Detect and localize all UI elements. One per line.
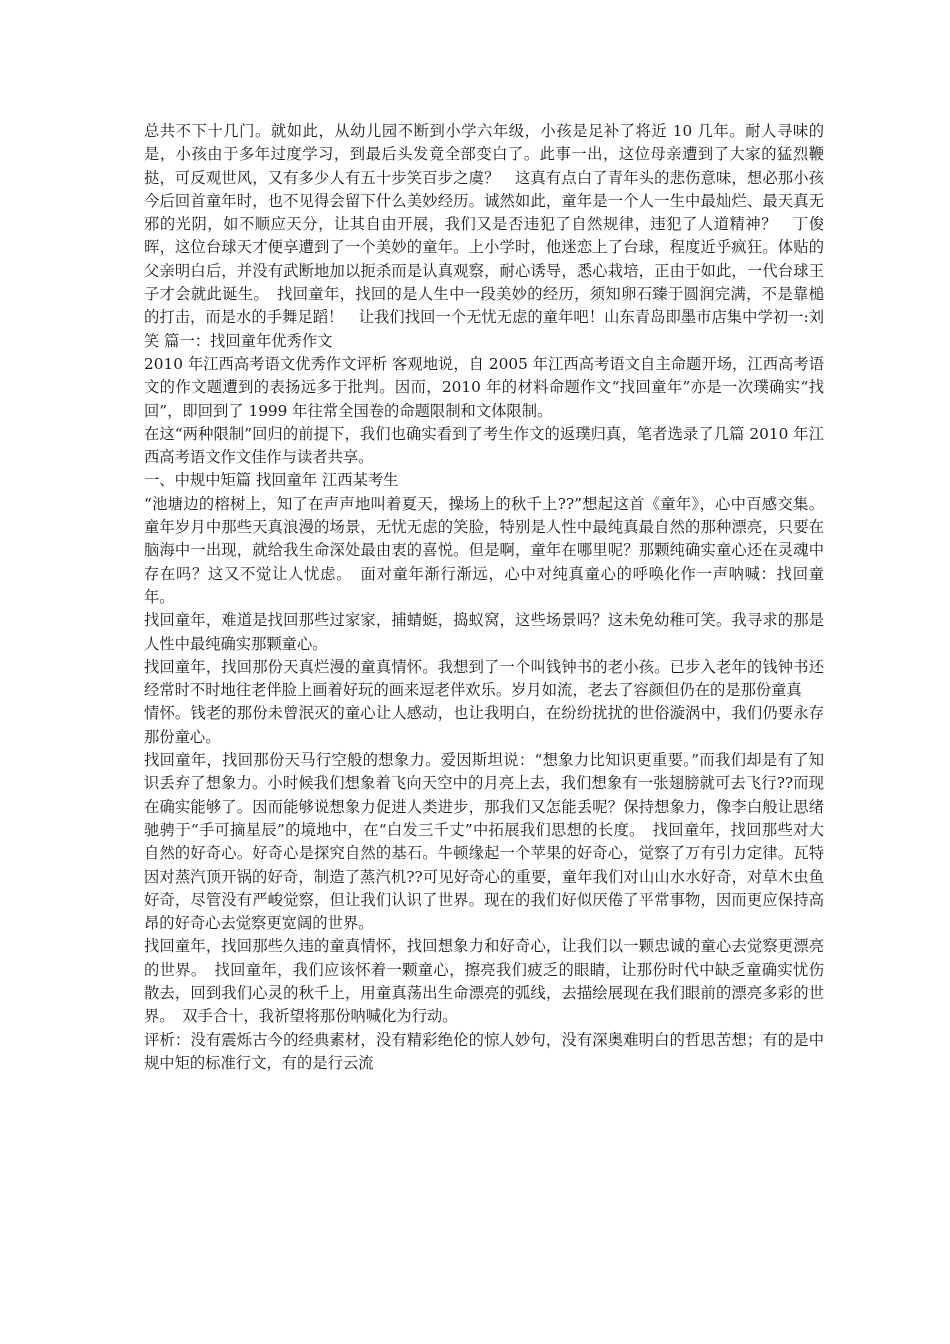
- paragraph-6: 找回童年，难道是找回那些过家家，捕蜻蜓，捣蚁窝，这些场景吗？这未免幼稚可笑。我寻求的那是人性中最纯确实那颗童心。: [144, 611, 824, 653]
- paragraph-5: “池塘边的榕树上，知了在声声地叫着夏天，操场上的秋千上??”想起这首《童年》，心中百感交集。童年岁月中那些天真浪漫的场景，无忧无虑的笑脸，特别是人性中最纯真最自然的那种漂亮，只要在脑海中一出现，就给我生命深处最由衷的喜悦。但是啊，童年在哪里呢？那颗纯确实童心还在灵魂中存在吗？这又不觉让人忧虑。 面对童年渐行渐远，心中对纯真童心的呼唤化作一声呐喊：找回童年。: [144, 494, 824, 606]
- paragraph-2: 2010 年江西高考语文优秀作文评析 客观地说，自 2005 年江西高考语文自主命题开场，江西高考语文的作文题遭到的表扬远多于批判。因而，2010 年的材料命题作文“找回童年”亦是一次璞确实“找回”，即回到了 1999 年往常全国卷的命题限制和文体限制。: [144, 354, 824, 420]
- paragraph-8: 情怀。钱老的那份未曾泯灭的童心让人感动，也让我明白，在纷纷扰扰的世俗漩涡中，我们仍要永存那份童心。: [144, 704, 824, 746]
- body-text: [144, 120, 824, 1075]
- paragraph-11: 评析：没有震烁古今的经典素材，没有精彩绝伦的惊人妙句，没有深奥难明白的哲思苦想；有的是中规中矩的标准行文，有的是行云流: [144, 1030, 824, 1072]
- paragraph-10: 找回童年，找回那些久违的童真情怀，找回想象力和好奇心，让我们以一颗忠诚的童心去觉察更漂亮的世界。 找回童年，我们应该怀着一颗童心，擦亮我们疲乏的眼睛，让那份时代中缺乏童确实忧伤散去，回到我们心灵的秋千上，用童真荡出生命漂亮的弧线，去描绘展现在我们眼前的漂亮多彩的世界。 双手合十，我祈望将那份呐喊化为行动。: [144, 937, 824, 1026]
- paragraph-9: 找回童年，找回那份天马行空般的想象力。爱因斯坦说：“想象力比知识更重要。”而我们却是有了知识丢弃了想象力。小时候我们想象着飞向天空中的月亮上去，我们想象有一张翅膀就可去飞行??而现在确实能够了。因而能够说想象力促进人类进步，那我们又怎能丢呢？保持想象力，像李白般让思绪驰骋于“手可摘星辰”的境地中，在“白发三千丈”中拓展我们思想的长度。 找回童年，找回那些对大自然的好奇心。好奇心是探究自然的基石。牛顿缘起一个苹果的好奇心，觉察了万有引力定律。瓦特因对蒸汽顶开锅的好奇，制造了蒸汽机??可见好奇心的重要，童年我们对山山水水好奇，对草木虫鱼好奇，尽管没有严峻觉察，但让我们认识了世界。现在的我们好似厌倦了平常事物，因而更应保持高昂的好奇心去觉察更宽阔的世界。: [144, 751, 824, 933]
- section-heading: 一、中规中矩篇 找回童年 江西某考生: [144, 471, 399, 490]
- paragraph-3: 在这“两种限制”回归的前提下，我们也确实看到了考生作文的返璞归真，笔者选录了几篇 2010 年江西高考语文作文佳作与读者共享。: [144, 424, 824, 467]
- paragraph-1: 总共不下十几门。就如此，从幼儿园不断到小学六年级，小孩是足补了将近 10 几年。耐人寻味的是，小孩由于多年过度学习，到最后头发竟全部变白了。此事一出，这位母亲遭到了大家的猛烈鞭挞，可反观世风，又有多少人有五十步笑百步之虞？ 这真有点白了青年头的悲伤意味，想必那小孩今后回首童年时，也不见得会留下什么美妙经历。诚然如此，童年是一个人一生中最灿烂、最天真无邪的光阴，如不顺应天分，让其自由开展，我们又是否违犯了自然规律，违犯了人道精神？ 丁俊晖，这位台球天才便享遭到了一个美妙的童年。上小学时，他迷恋上了台球，程度近乎疯狂。体贴的父亲明白后，并没有武断地加以扼杀而是认真观察，耐心诱导，悉心栽培，正由于如此，一代台球王子才会就此诞生。 找回童年，找回的是人生中一段美妙的经历，须知卵石臻于圆润完满，不是靠槌的打击，而是水的手舞足蹈！ 让我们找回一个无忧无虑的童年吧！山东青岛即墨市店集中学初一:刘笑 篇一：找回童年优秀作文: [144, 122, 824, 350]
- paragraph-7: 找回童年，找回那份天真烂漫的童真情怀。我想到了一个叫钱钟书的老小孩。已步入老年的钱钟书还经常时不时地往老伴脸上画着好玩的画来逗老伴欢乐。岁月如流，老去了容颜但仍在的是那份童真: [144, 657, 824, 700]
